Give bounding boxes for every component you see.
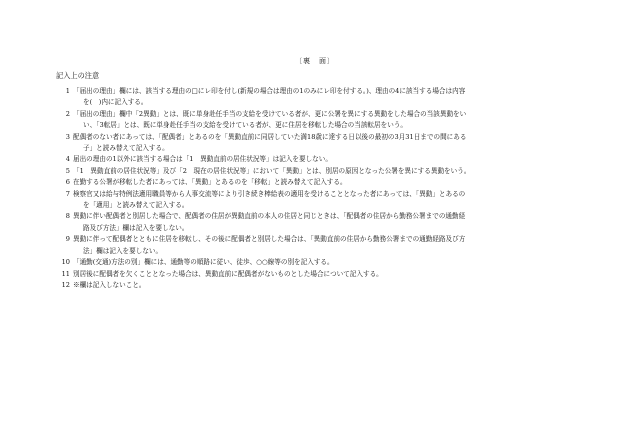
note-item xyxy=(58,280,578,291)
note-number: 9 xyxy=(65,235,70,244)
notes-list xyxy=(58,86,578,291)
note-number: 7 xyxy=(65,189,70,198)
note-number: 5 xyxy=(65,166,70,175)
note-text: 別居後に配偶者を欠くこととなった場合は、異動直前に配偶者がないものとした場合について記入する。 xyxy=(73,269,383,278)
instructions-heading: 記入上の注意 xyxy=(56,71,100,80)
note-number: 10 xyxy=(61,258,70,267)
note-item xyxy=(58,211,578,234)
note-text: 路及び方法」欄は記入を要しない。 xyxy=(83,223,189,232)
note-text: 異動に伴って配偶者とともに住居を移転し、その後に配偶者と別居した場合は、「異動直前の住居から勤務公署までの通勤経路及び方 xyxy=(73,235,466,244)
note-number: 11 xyxy=(61,269,70,278)
note-text: 法」欄は記入を要しない。 xyxy=(83,246,163,255)
note-text: 在勤する公署が移転した者にあっては、「異動」とあるのを「移転」と読み替えて記入する。 xyxy=(73,178,347,187)
page-side-label: 〔裏 面〕 xyxy=(295,57,335,65)
note-item xyxy=(58,269,578,280)
note-item xyxy=(58,189,578,212)
note-number: 2 xyxy=(65,109,70,118)
note-text: 「1 異動直前の居住状況等」及び「2 現在の居住状況等」において「異動」とは、別居の原因となった公署を異にする異動をいう。 xyxy=(73,166,471,175)
note-item xyxy=(58,177,578,188)
note-text: い、「3転居」とは、既に単身赴任手当の支給を受けている者が、更に住居を移転した場合の当該転居をいう。 xyxy=(83,121,407,130)
note-text: を( )内に記入する。 xyxy=(83,98,148,107)
note-number: 4 xyxy=(65,155,70,164)
note-item xyxy=(58,86,578,109)
note-text: 異動に伴い配偶者と別居した場合で、配偶者の住居が異動直前の本人の住居と同じときは、「配偶者の住居から勤務公署までの通勤経 xyxy=(73,212,466,221)
note-item xyxy=(58,234,578,257)
note-number: 12 xyxy=(61,280,70,289)
note-text: 検察官又は給与特例法適用職員等から人事交流等により引き続き棒給表の適用を受けることとなった者にあっては、「異動」とあるの xyxy=(73,189,466,198)
note-item xyxy=(58,154,578,165)
note-item xyxy=(58,132,578,155)
note-text: 「届出の理由」欄中「2異動」とは、既に単身赴任手当の支給を受けている者が、更に公署を異にする異動をした場合の当該異動をい xyxy=(73,109,467,118)
note-text: 「通勤(交通)方法の別」欄には、通勤等の順路に従い、徒歩、○○線等の別を記入する。 xyxy=(73,258,334,267)
note-number: 8 xyxy=(65,212,70,221)
note-text: 子」と読み替えて記入する。 xyxy=(83,144,169,153)
note-text: 届出の理由の1以外に該当する場合は「1 異動直前の居住状況等」は記入を要しない。 xyxy=(73,155,332,164)
note-text: 「届出の理由」欄には、該当する理由の□にレ印を付し(新規の場合は理由の1のみにレ印を付する。)、理由の4に該当する場合は内容 xyxy=(73,87,466,95)
note-item xyxy=(58,257,578,268)
note-item xyxy=(58,109,578,132)
note-item xyxy=(58,166,578,177)
note-text: ※欄は記入しないこと。 xyxy=(73,280,146,289)
note-number: 1 xyxy=(65,87,70,95)
note-text: を「適用」と読み替えて記入する。 xyxy=(83,201,189,210)
note-number: 6 xyxy=(65,178,70,187)
note-text: 配偶者のない者にあっては、「配偶者」とあるのを「異動直前に同居していた満18歳に達する日以後の最初の3月31日までの間にある xyxy=(73,132,467,141)
note-number: 3 xyxy=(65,132,70,141)
